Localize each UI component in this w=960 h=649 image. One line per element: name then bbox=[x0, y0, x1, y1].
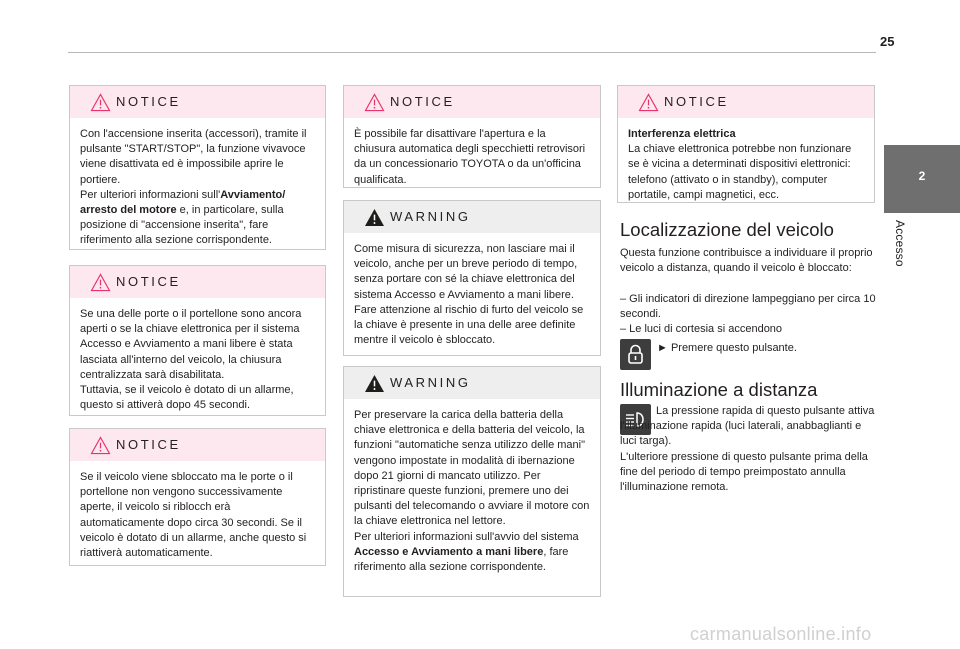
notice-text: Con l'accensione inserita (accessori), tramite il pulsante "START/STOP", la funzione vivavoce viene disattivata ed è impossibile aprire le portiere. Per ulteriori informazioni sull'Avviamento/ arresto del motore e, in particolare, sulla posizione di "accensione inserita", fare riferimento alla sezione corrispondente. bbox=[80, 128, 307, 247]
notice-box bbox=[69, 85, 326, 250]
warning-triangle-icon bbox=[364, 93, 385, 112]
notice-box bbox=[69, 428, 326, 566]
notice-header bbox=[70, 266, 325, 298]
notice-header bbox=[70, 429, 325, 461]
watermark: carmanualsonline.info bbox=[690, 624, 872, 644]
warning-box bbox=[343, 366, 601, 597]
warning-text: Come misura di sicurezza, non lasciare mai il veicolo, anche per un breve periodo di tempo, senza portare con sé la chiave elettronica del sistema Accesso e Avviamento a mani libere. Fare attenzione al rischio di furto del veicolo se la chiave è presente in una delle aree definite mentre il veicolo è sbloccato. bbox=[354, 243, 584, 347]
warning-box bbox=[343, 200, 601, 356]
section-heading-remote-lighting: Illuminazione a distanza bbox=[620, 379, 818, 400]
warning-title: WARNING bbox=[390, 209, 471, 224]
warning-header bbox=[344, 367, 600, 399]
warning-triangle-icon bbox=[638, 93, 659, 112]
warning-triangle-icon bbox=[364, 208, 385, 227]
vehicle-locator-intro: Questa funzione contribuisce a individuare il proprio veicolo a distanza, quando il veicolo è bloccato: bbox=[620, 247, 873, 275]
notice-box bbox=[617, 85, 875, 203]
notice-header bbox=[344, 86, 600, 118]
warning-triangle-icon bbox=[90, 436, 111, 455]
warning-text: Per preservare la carica della batteria della chiave elettronica e della batteria del veicolo, la funzioni "automatiche senza utilizzo delle mani" vengono impostate in modalità di ibernazione dopo 21 giorni di mancato utilizzo. Per ripristinare queste funzioni, premere uno dei pulsanti del telecomando o avviare il motore con la chiave elettronica nel lettore. Per ulteriori informazioni sull'avvio del sistema Accesso e Avviamento a mani libere, fare riferimento alla sezione corrispondente. bbox=[354, 409, 590, 574]
notice-box bbox=[69, 265, 326, 416]
notice-title: NOTICE bbox=[116, 274, 181, 289]
notice-title: NOTICE bbox=[390, 94, 455, 109]
notice-text: Interferenza elettrica La chiave elettronica potrebbe non funzionare se è vicina a determinati dispositivi elettronici: telefono (attivato o in standby), computer portatile, campi magnetici, ecc. bbox=[628, 128, 852, 201]
warning-triangle-icon bbox=[364, 374, 385, 393]
lock-button-icon bbox=[620, 339, 651, 370]
section-heading-vehicle-locator: Localizzazione del veicolo bbox=[620, 219, 834, 240]
warning-triangle-icon bbox=[90, 93, 111, 112]
remote-lighting-text-2: L'ulteriore pressione di questo pulsante prima della fine del periodo di tempo preimpostato annulla l'illuminazione remota. bbox=[620, 451, 868, 494]
notice-title: NOTICE bbox=[116, 94, 181, 109]
vehicle-locator-item: – Le luci di cortesia si accendono bbox=[620, 323, 783, 335]
vehicle-locator-item: – Gli indicatori di direzione lampeggiano per circa 10 secondi. bbox=[620, 293, 876, 321]
chapter-label: Accesso bbox=[893, 220, 907, 267]
remote-lighting-text-1: La pressione rapida di questo pulsante attiva l'illuminazione rapida (luci laterali, anabbaglianti e luci targa). bbox=[620, 405, 875, 448]
notice-text: È possibile far disattivare l'apertura e la chiusura automatica degli specchietti retrovisori da un concessionario TOYOTA o da un'officina qualificata. bbox=[354, 128, 586, 186]
notice-box bbox=[343, 85, 601, 188]
warning-title: WARNING bbox=[390, 375, 471, 390]
page-number: 25 bbox=[880, 34, 895, 49]
chapter-number: 2 bbox=[918, 169, 926, 183]
notice-title: NOTICE bbox=[116, 437, 181, 452]
chapter-tab[interactable] bbox=[884, 145, 960, 213]
notice-text: Se il veicolo viene sbloccato ma le porte o il portellone non vengono successivamente aperte, il veicolo si riblocch erà automaticamente dopo circa 30 secondi. Se il veicolo è dotato di un allarme, anche questo si riattiverà automaticamente. bbox=[80, 471, 307, 560]
notice-text: Se una delle porte o il portellone sono ancora aperti o se la chiave elettronica per il sistema Accesso e Avviamento a mani libere è stata lasciata all'interno del veicolo, la chiusura centralizzata sarà disabilitata. Tuttavia, se il veicolo è dotato di un allarme, questo si attiverà dopo 45 secondi. bbox=[80, 308, 302, 412]
press-button-instruction: ► Premere questo pulsante. bbox=[657, 342, 797, 354]
top-rule bbox=[68, 52, 876, 53]
notice-header bbox=[70, 86, 325, 118]
notice-header bbox=[618, 86, 874, 118]
warning-triangle-icon bbox=[90, 273, 111, 292]
warning-header bbox=[344, 201, 600, 233]
notice-title: NOTICE bbox=[664, 94, 729, 109]
